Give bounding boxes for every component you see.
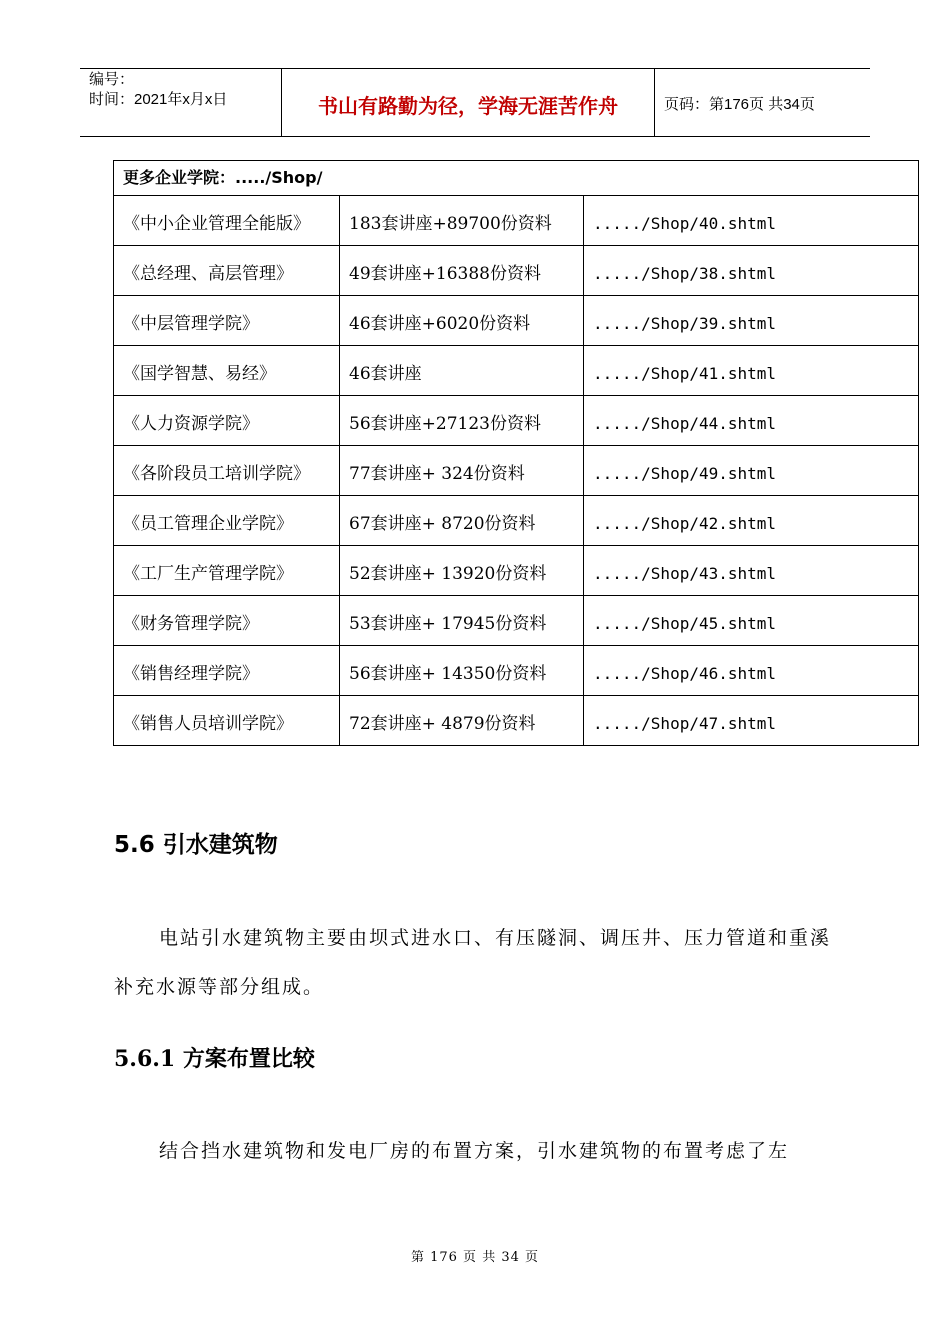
course-link-cell: ...../Shop/44.shtml	[584, 396, 919, 446]
header-top-rule	[80, 68, 870, 69]
course-content-cell: 52套讲座+ 13920份资料	[340, 546, 584, 596]
table-row	[114, 496, 919, 546]
section-paragraph: 电站引水建筑物主要由坝式进水口、有压隧洞、调压井、压力管道和重溪补充水源等部分组成。	[114, 927, 832, 998]
course-content-cell: 72套讲座+ 4879份资料	[340, 696, 584, 746]
table-row	[114, 546, 919, 596]
document-number: 编号：	[89, 71, 135, 88]
table-row	[114, 396, 919, 446]
table-row	[114, 596, 919, 646]
course-content-cell: 53套讲座+ 17945份资料	[340, 596, 584, 646]
header-divider	[654, 68, 655, 136]
table-row	[114, 296, 919, 346]
course-link-cell: ...../Shop/49.shtml	[584, 446, 919, 496]
course-name-cell: 《各阶段员工培训学院》	[114, 446, 340, 496]
table-header-cell: 更多企业学院：...../Shop/	[114, 161, 919, 196]
course-name-cell: 《销售人员培训学院》	[114, 696, 340, 746]
course-content-cell: 67套讲座+ 8720份资料	[340, 496, 584, 546]
course-name-cell: 《中层管理学院》	[114, 296, 340, 346]
course-link-cell: ...../Shop/47.shtml	[584, 696, 919, 746]
course-name-cell: 《国学智慧、易经》	[114, 346, 340, 396]
document-time: 时间：2021年x月x日	[89, 91, 228, 108]
course-name-cell: 《总经理、高层管理》	[114, 246, 340, 296]
subsection-heading: 5.6.1 方案布置比较	[114, 1046, 315, 1072]
course-content-cell: 46套讲座	[340, 346, 584, 396]
table-header-row	[114, 161, 919, 196]
header-motto: 书山有路勤为径，学海无涯苦作舟	[318, 94, 618, 118]
resource-table	[113, 160, 919, 746]
course-name-cell: 《财务管理学院》	[114, 596, 340, 646]
course-link-cell: ...../Shop/41.shtml	[584, 346, 919, 396]
course-content-cell: 77套讲座+ 324份资料	[340, 446, 584, 496]
page-footer: 第 176 页 共 34 页	[410, 1250, 540, 1265]
course-name-cell: 《人力资源学院》	[114, 396, 340, 446]
course-content-cell: 56套讲座+27123份资料	[340, 396, 584, 446]
course-content-cell: 46套讲座+6020份资料	[340, 296, 584, 346]
table-row	[114, 196, 919, 246]
table-row	[114, 646, 919, 696]
course-link-cell: ...../Shop/46.shtml	[584, 646, 919, 696]
course-name-cell: 《中小企业管理全能版》	[114, 196, 340, 246]
table-row	[114, 346, 919, 396]
course-link-cell: ...../Shop/43.shtml	[584, 546, 919, 596]
course-link-cell: ...../Shop/42.shtml	[584, 496, 919, 546]
course-link-cell: ...../Shop/38.shtml	[584, 246, 919, 296]
course-content-cell: 183套讲座+89700份资料	[340, 196, 584, 246]
course-link-cell: ...../Shop/45.shtml	[584, 596, 919, 646]
table-row	[114, 696, 919, 746]
subsection-paragraph: 结合挡水建筑物和发电厂房的布置方案，引水建筑物的布置考虑了左	[159, 1140, 790, 1162]
course-content-cell: 49套讲座+16388份资料	[340, 246, 584, 296]
table-row	[114, 246, 919, 296]
header-meta	[89, 70, 227, 110]
course-name-cell: 《员工管理企业学院》	[114, 496, 340, 546]
table-row	[114, 446, 919, 496]
header-bottom-rule	[80, 136, 870, 137]
course-content-cell: 56套讲座+ 14350份资料	[340, 646, 584, 696]
course-link-cell: ...../Shop/40.shtml	[584, 196, 919, 246]
header-page-number: 页码：第176页 共34页	[664, 96, 815, 113]
section-heading: 5.6 引水建筑物	[114, 832, 278, 858]
course-link-cell: ...../Shop/39.shtml	[584, 296, 919, 346]
course-name-cell: 《工厂生产管理学院》	[114, 546, 340, 596]
course-name-cell: 《销售经理学院》	[114, 646, 340, 696]
